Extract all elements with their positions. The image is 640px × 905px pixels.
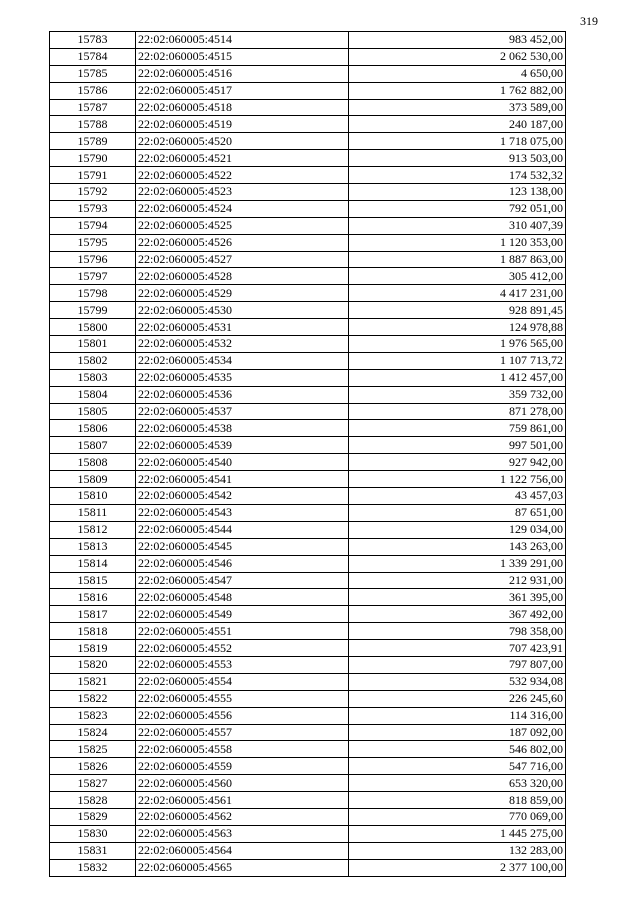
cadastral-value-cell: 1 339 291,00 <box>349 555 566 572</box>
cadastral-value-cell: 547 716,00 <box>349 758 566 775</box>
cadastral-value-cell: 1 718 075,00 <box>349 133 566 150</box>
cadastral-value-cell: 212 931,00 <box>349 572 566 589</box>
cadastral-number-cell: 22:02:060005:4555 <box>136 690 349 707</box>
table-row <box>50 521 566 538</box>
cadastral-value-cell: 132 283,00 <box>349 842 566 859</box>
row-number-cell: 15825 <box>50 741 136 758</box>
cadastral-number-cell: 22:02:060005:4528 <box>136 268 349 285</box>
row-number-cell: 15823 <box>50 707 136 724</box>
cadastral-number-cell: 22:02:060005:4542 <box>136 488 349 505</box>
cadastral-number-cell: 22:02:060005:4530 <box>136 302 349 319</box>
cadastral-number-cell: 22:02:060005:4545 <box>136 538 349 555</box>
cadastral-value-cell: 43 457,03 <box>349 488 566 505</box>
table-row <box>50 200 566 217</box>
cadastral-number-cell: 22:02:060005:4547 <box>136 572 349 589</box>
cadastral-number-cell: 22:02:060005:4539 <box>136 437 349 454</box>
cadastral-number-cell: 22:02:060005:4519 <box>136 116 349 133</box>
cadastral-value-cell: 305 412,00 <box>349 268 566 285</box>
cadastral-value-cell: 927 942,00 <box>349 454 566 471</box>
cadastral-value-cell: 226 245,60 <box>349 690 566 707</box>
table-row <box>50 741 566 758</box>
cadastral-number-cell: 22:02:060005:4559 <box>136 758 349 775</box>
table-row <box>50 656 566 673</box>
row-number-cell: 15785 <box>50 65 136 82</box>
table-row <box>50 724 566 741</box>
cadastral-number-cell: 22:02:060005:4527 <box>136 251 349 268</box>
cadastral-number-cell: 22:02:060005:4524 <box>136 200 349 217</box>
row-number-cell: 15791 <box>50 167 136 184</box>
row-number-cell: 15816 <box>50 589 136 606</box>
row-number-cell: 15803 <box>50 369 136 386</box>
table-row <box>50 707 566 724</box>
cadastral-value-cell: 1 120 353,00 <box>349 234 566 251</box>
row-number-cell: 15800 <box>50 319 136 336</box>
table-row <box>50 673 566 690</box>
table-row <box>50 285 566 302</box>
cadastral-number-cell: 22:02:060005:4563 <box>136 825 349 842</box>
table-row <box>50 386 566 403</box>
cadastral-number-cell: 22:02:060005:4543 <box>136 504 349 521</box>
table-row <box>50 251 566 268</box>
row-number-cell: 15804 <box>50 386 136 403</box>
table-row <box>50 437 566 454</box>
row-number-cell: 15786 <box>50 82 136 99</box>
cadastral-value-cell: 928 891,45 <box>349 302 566 319</box>
cadastral-value-cell: 143 263,00 <box>349 538 566 555</box>
row-number-cell: 15783 <box>50 32 136 49</box>
cadastral-number-cell: 22:02:060005:4554 <box>136 673 349 690</box>
row-number-cell: 15812 <box>50 521 136 538</box>
cadastral-number-cell: 22:02:060005:4523 <box>136 184 349 201</box>
cadastral-number-cell: 22:02:060005:4544 <box>136 521 349 538</box>
table-row <box>50 775 566 792</box>
row-number-cell: 15808 <box>50 454 136 471</box>
table-row <box>50 116 566 133</box>
row-number-cell: 15787 <box>50 99 136 116</box>
row-number-cell: 15820 <box>50 656 136 673</box>
row-number-cell: 15826 <box>50 758 136 775</box>
cadastral-number-cell: 22:02:060005:4556 <box>136 707 349 724</box>
cadastral-number-cell: 22:02:060005:4534 <box>136 352 349 369</box>
cadastral-number-cell: 22:02:060005:4553 <box>136 656 349 673</box>
cadastral-number-cell: 22:02:060005:4515 <box>136 48 349 65</box>
table-row <box>50 572 566 589</box>
cadastral-value-cell: 87 651,00 <box>349 504 566 521</box>
cadastral-number-cell: 22:02:060005:4551 <box>136 623 349 640</box>
table-row <box>50 403 566 420</box>
row-number-cell: 15794 <box>50 217 136 234</box>
cadastral-number-cell: 22:02:060005:4565 <box>136 859 349 876</box>
cadastral-number-cell: 22:02:060005:4560 <box>136 775 349 792</box>
table-row <box>50 504 566 521</box>
table-row <box>50 302 566 319</box>
table-row <box>50 758 566 775</box>
cadastral-number-cell: 22:02:060005:4538 <box>136 420 349 437</box>
row-number-cell: 15831 <box>50 842 136 859</box>
row-number-cell: 15814 <box>50 555 136 572</box>
cadastral-number-cell: 22:02:060005:4514 <box>136 32 349 49</box>
cadastral-value-cell: 653 320,00 <box>349 775 566 792</box>
cadastral-value-cell: 871 278,00 <box>349 403 566 420</box>
table-row <box>50 471 566 488</box>
table-row <box>50 167 566 184</box>
cadastral-value-cell: 240 187,00 <box>349 116 566 133</box>
cadastral-value-cell: 1 107 713,72 <box>349 352 566 369</box>
cadastral-value-cell: 997 501,00 <box>349 437 566 454</box>
cadastral-number-cell: 22:02:060005:4541 <box>136 471 349 488</box>
cadastral-number-cell: 22:02:060005:4536 <box>136 386 349 403</box>
table-row <box>50 454 566 471</box>
table-row <box>50 808 566 825</box>
row-number-cell: 15802 <box>50 352 136 369</box>
row-number-cell: 15824 <box>50 724 136 741</box>
row-number-cell: 15805 <box>50 403 136 420</box>
table-row <box>50 589 566 606</box>
table-row <box>50 369 566 386</box>
cadastral-value-cell: 1 122 756,00 <box>349 471 566 488</box>
table-row <box>50 538 566 555</box>
cadastral-value-cell: 129 034,00 <box>349 521 566 538</box>
cadastral-number-cell: 22:02:060005:4525 <box>136 217 349 234</box>
table-row <box>50 488 566 505</box>
table-row <box>50 623 566 640</box>
cadastral-number-cell: 22:02:060005:4518 <box>136 99 349 116</box>
table-row <box>50 217 566 234</box>
table-row <box>50 336 566 353</box>
cadastral-value-table <box>49 31 566 877</box>
cadastral-value-cell: 310 407,39 <box>349 217 566 234</box>
cadastral-value-cell: 546 802,00 <box>349 741 566 758</box>
cadastral-value-cell: 359 732,00 <box>349 386 566 403</box>
cadastral-number-cell: 22:02:060005:4520 <box>136 133 349 150</box>
table-row <box>50 82 566 99</box>
page-number: 319 <box>580 14 598 28</box>
row-number-cell: 15829 <box>50 808 136 825</box>
cadastral-number-cell: 22:02:060005:4561 <box>136 792 349 809</box>
table-row <box>50 420 566 437</box>
table-row <box>50 268 566 285</box>
row-number-cell: 15828 <box>50 792 136 809</box>
cadastral-number-cell: 22:02:060005:4548 <box>136 589 349 606</box>
cadastral-number-cell: 22:02:060005:4522 <box>136 167 349 184</box>
cadastral-value-cell: 707 423,91 <box>349 640 566 657</box>
row-number-cell: 15795 <box>50 234 136 251</box>
row-number-cell: 15784 <box>50 48 136 65</box>
cadastral-value-cell: 1 976 565,00 <box>349 336 566 353</box>
cadastral-value-cell: 4 417 231,00 <box>349 285 566 302</box>
cadastral-value-cell: 770 069,00 <box>349 808 566 825</box>
cadastral-number-cell: 22:02:060005:4557 <box>136 724 349 741</box>
table-row <box>50 842 566 859</box>
row-number-cell: 15815 <box>50 572 136 589</box>
table-row <box>50 319 566 336</box>
row-number-cell: 15793 <box>50 200 136 217</box>
cadastral-number-cell: 22:02:060005:4526 <box>136 234 349 251</box>
row-number-cell: 15806 <box>50 420 136 437</box>
cadastral-value-cell: 114 316,00 <box>349 707 566 724</box>
cadastral-number-cell: 22:02:060005:4540 <box>136 454 349 471</box>
cadastral-value-cell: 1 887 863,00 <box>349 251 566 268</box>
table-row <box>50 133 566 150</box>
row-number-cell: 15807 <box>50 437 136 454</box>
table-row <box>50 859 566 876</box>
table-row <box>50 690 566 707</box>
cadastral-value-cell: 361 395,00 <box>349 589 566 606</box>
cadastral-value-cell: 2 377 100,00 <box>349 859 566 876</box>
cadastral-number-cell: 22:02:060005:4564 <box>136 842 349 859</box>
cadastral-value-cell: 2 062 530,00 <box>349 48 566 65</box>
cadastral-value-cell: 797 807,00 <box>349 656 566 673</box>
table-row <box>50 606 566 623</box>
cadastral-number-cell: 22:02:060005:4549 <box>136 606 349 623</box>
cadastral-value-cell: 759 861,00 <box>349 420 566 437</box>
row-number-cell: 15827 <box>50 775 136 792</box>
row-number-cell: 15797 <box>50 268 136 285</box>
cadastral-number-cell: 22:02:060005:4535 <box>136 369 349 386</box>
cadastral-value-cell: 373 589,00 <box>349 99 566 116</box>
table-body <box>50 32 566 877</box>
cadastral-value-cell: 1 762 882,00 <box>349 82 566 99</box>
table-row <box>50 825 566 842</box>
cadastral-value-cell: 983 452,00 <box>349 32 566 49</box>
cadastral-value-cell: 532 934,08 <box>349 673 566 690</box>
row-number-cell: 15822 <box>50 690 136 707</box>
table-row <box>50 184 566 201</box>
row-number-cell: 15813 <box>50 538 136 555</box>
cadastral-value-cell: 1 412 457,00 <box>349 369 566 386</box>
cadastral-value-cell: 792 051,00 <box>349 200 566 217</box>
row-number-cell: 15796 <box>50 251 136 268</box>
row-number-cell: 15830 <box>50 825 136 842</box>
row-number-cell: 15819 <box>50 640 136 657</box>
row-number-cell: 15817 <box>50 606 136 623</box>
cadastral-value-cell: 798 358,00 <box>349 623 566 640</box>
table-row <box>50 792 566 809</box>
cadastral-number-cell: 22:02:060005:4552 <box>136 640 349 657</box>
cadastral-value-cell: 367 492,00 <box>349 606 566 623</box>
cadastral-number-cell: 22:02:060005:4531 <box>136 319 349 336</box>
row-number-cell: 15798 <box>50 285 136 302</box>
row-number-cell: 15788 <box>50 116 136 133</box>
table-row <box>50 352 566 369</box>
table-row <box>50 65 566 82</box>
cadastral-value-cell: 913 503,00 <box>349 150 566 167</box>
table-row <box>50 32 566 49</box>
cadastral-number-cell: 22:02:060005:4521 <box>136 150 349 167</box>
row-number-cell: 15809 <box>50 471 136 488</box>
cadastral-value-cell: 818 859,00 <box>349 792 566 809</box>
cadastral-number-cell: 22:02:060005:4562 <box>136 808 349 825</box>
row-number-cell: 15789 <box>50 133 136 150</box>
row-number-cell: 15801 <box>50 336 136 353</box>
cadastral-value-cell: 174 532,32 <box>349 167 566 184</box>
table-row <box>50 555 566 572</box>
table-row <box>50 234 566 251</box>
row-number-cell: 15818 <box>50 623 136 640</box>
cadastral-value-cell: 123 138,00 <box>349 184 566 201</box>
cadastral-number-cell: 22:02:060005:4537 <box>136 403 349 420</box>
table-row <box>50 99 566 116</box>
row-number-cell: 15792 <box>50 184 136 201</box>
cadastral-value-cell: 1 445 275,00 <box>349 825 566 842</box>
table-row <box>50 150 566 167</box>
cadastral-number-cell: 22:02:060005:4546 <box>136 555 349 572</box>
cadastral-number-cell: 22:02:060005:4516 <box>136 65 349 82</box>
row-number-cell: 15799 <box>50 302 136 319</box>
cadastral-number-cell: 22:02:060005:4558 <box>136 741 349 758</box>
row-number-cell: 15810 <box>50 488 136 505</box>
row-number-cell: 15832 <box>50 859 136 876</box>
cadastral-value-cell: 187 092,00 <box>349 724 566 741</box>
row-number-cell: 15811 <box>50 504 136 521</box>
cadastral-number-cell: 22:02:060005:4532 <box>136 336 349 353</box>
table-row <box>50 640 566 657</box>
row-number-cell: 15821 <box>50 673 136 690</box>
cadastral-number-cell: 22:02:060005:4529 <box>136 285 349 302</box>
cadastral-value-cell: 4 650,00 <box>349 65 566 82</box>
row-number-cell: 15790 <box>50 150 136 167</box>
cadastral-value-cell: 124 978,88 <box>349 319 566 336</box>
cadastral-number-cell: 22:02:060005:4517 <box>136 82 349 99</box>
table-row <box>50 48 566 65</box>
